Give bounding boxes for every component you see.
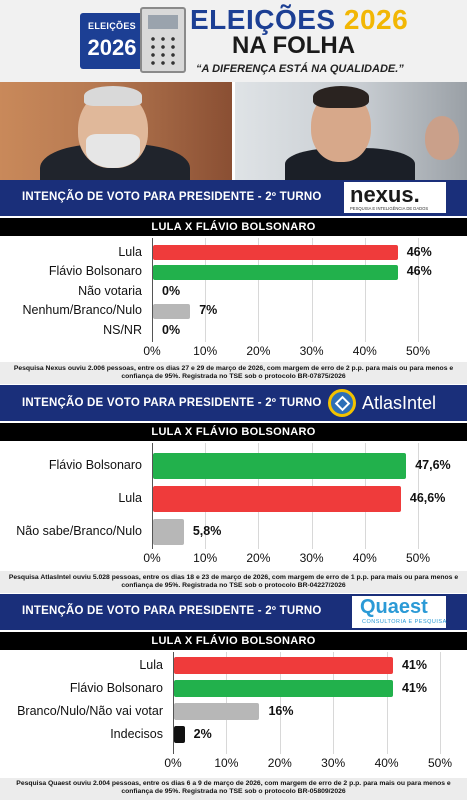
category-label: Lula: [118, 491, 142, 505]
x-tick-label: 0%: [164, 756, 182, 770]
bar: [153, 453, 406, 479]
bar: [153, 486, 401, 512]
nexus-logo-tagline: PESQUISA E INTELIGÊNCIA DE DADOS: [350, 206, 429, 211]
tagline: “A DIFERENÇA ESTÁ NA QUALIDADE.”: [196, 63, 404, 75]
logo-line2: 2026: [87, 35, 137, 60]
value-label: 0%: [162, 322, 181, 337]
panel3-band-title: INTENÇÃO DE VOTO PARA PRESIDENTE - 2º TURNO: [22, 605, 322, 617]
quaest-logo: [352, 596, 446, 628]
panel2-subband: [0, 423, 467, 441]
x-tick-label: 10%: [214, 756, 239, 770]
category-label: Flávio Bolsonaro: [48, 264, 142, 278]
x-tick-label: 50%: [405, 344, 431, 358]
panel1-note: Pesquisa Nexus ouviu 2.006 pessoas, entre os dias 27 e 29 de março de 2026, com margem de erro de 2 p.p. para mais ou para menos e confiança de 95%. Registrada no TSE sob o protocolo BR-07875/2026: [13, 365, 454, 380]
category-label: Flávio Bolsonaro: [69, 680, 163, 695]
bar: [174, 726, 185, 743]
gridline: [440, 652, 441, 754]
value-label: 41%: [401, 680, 427, 695]
x-tick-label: 20%: [246, 551, 271, 565]
x-tick-label: 0%: [143, 551, 161, 565]
title-year: 2026: [343, 4, 409, 35]
photo-lula: [0, 82, 232, 180]
category-label: Lula: [118, 244, 142, 259]
quaest-logo-tagline: CONSULTORIA E PESQUISA: [362, 619, 447, 625]
value-label: 46%: [406, 244, 432, 259]
atlasintel-logo-text: AtlasIntel: [362, 393, 437, 413]
page-header: [0, 0, 467, 82]
panel2-band-title: INTENÇÃO DE VOTO PARA PRESIDENTE - 2º TURNO: [22, 397, 322, 409]
panel3-note: Pesquisa Quaest ouviu 2.004 pessoas, entre os dias 6 a 9 de março de 2026, com margem de erro de 2 p.p. para mais ou para menos e confiança de 95%. Registrada no TSE sob o protocolo BR-05809/2026: [16, 780, 451, 795]
logo-line1: ELEIÇÕES: [88, 21, 136, 31]
value-label: 41%: [401, 657, 427, 672]
category-label: Flávio Bolsonaro: [48, 458, 142, 472]
eleicoes-logo: [80, 7, 186, 73]
bar: [174, 657, 393, 674]
category-label: Nenhum/Branco/Nulo: [22, 303, 142, 317]
bar: [153, 245, 398, 260]
category-label: Branco/Nulo/Não vai votar: [17, 703, 163, 718]
value-label: 2%: [193, 726, 212, 741]
x-tick-label: 10%: [193, 344, 218, 358]
category-label: Lula: [139, 657, 163, 672]
panel1-subband: [0, 218, 467, 236]
panel3-subband: [0, 632, 467, 650]
x-tick-label: 40%: [352, 551, 377, 565]
x-tick-label: 0%: [143, 344, 161, 358]
x-tick-label: 20%: [267, 756, 292, 770]
value-label: 46,6%: [409, 491, 446, 505]
category-label: Indecisos: [110, 726, 163, 741]
panel2-band: [0, 385, 467, 421]
chart-atlasintel: [0, 441, 467, 571]
candidate-photos: [0, 82, 467, 180]
x-tick-label: 10%: [193, 551, 218, 565]
panel1-band: [0, 180, 467, 216]
value-label: 47,6%: [415, 458, 451, 472]
bar: [174, 703, 259, 720]
x-tick-label: 30%: [321, 756, 346, 770]
category-label: Não votaria: [78, 283, 142, 298]
panel1-subtitle: LULA X FLÁVIO BOLSONARO: [151, 221, 316, 233]
x-tick-label: 30%: [299, 344, 324, 358]
value-label: 0%: [162, 283, 181, 298]
bar: [153, 519, 184, 545]
panel2-note: Pesquisa AtlasIntel ouviu 5.028 pessoas, entre os dias 18 e 23 de março de 2026, com margem de erro de 1 p.p. para mais ou para menos e confiança de 95%. Registrada no TSE sob o protocolo BR-04227/2026: [8, 574, 459, 589]
logo-badge: [80, 13, 144, 69]
panel2-subtitle: LULA X FLÁVIO BOLSONARO: [151, 426, 316, 438]
value-label: 46%: [406, 264, 432, 278]
nexus-logo: [344, 182, 446, 213]
bar: [153, 304, 190, 319]
chart-quaest: [0, 650, 467, 778]
panel3-subtitle: LULA X FLÁVIO BOLSONARO: [151, 635, 316, 647]
value-label: 7%: [199, 303, 218, 317]
value-label: 16%: [268, 703, 294, 718]
title-main: ELEIÇÕES: [190, 4, 336, 35]
panel3-band: [0, 594, 467, 630]
photo-flavio: [235, 82, 467, 180]
atlasintel-logo-icon: [328, 389, 356, 417]
category-label: Não sabe/Branco/Nulo: [16, 524, 142, 538]
nexus-logo-text: nexus.: [350, 182, 420, 207]
bar: [153, 265, 398, 280]
x-tick-label: 50%: [427, 756, 453, 770]
x-tick-label: 40%: [374, 756, 399, 770]
x-tick-label: 20%: [246, 344, 271, 358]
x-tick-label: 50%: [405, 551, 431, 565]
x-tick-label: 40%: [352, 344, 377, 358]
panel1-band-title: INTENÇÃO DE VOTO PARA PRESIDENTE - 2º TURNO: [22, 191, 322, 203]
ballot-box-icon: [140, 7, 186, 73]
value-label: 5,8%: [192, 524, 222, 538]
category-label: NS/NR: [103, 322, 142, 337]
chart-nexus: [0, 236, 467, 362]
bar: [174, 680, 393, 697]
x-tick-label: 30%: [299, 551, 324, 565]
page-subtitle: NA FOLHA: [232, 32, 356, 59]
quaest-logo-text: Quaest: [360, 596, 428, 618]
